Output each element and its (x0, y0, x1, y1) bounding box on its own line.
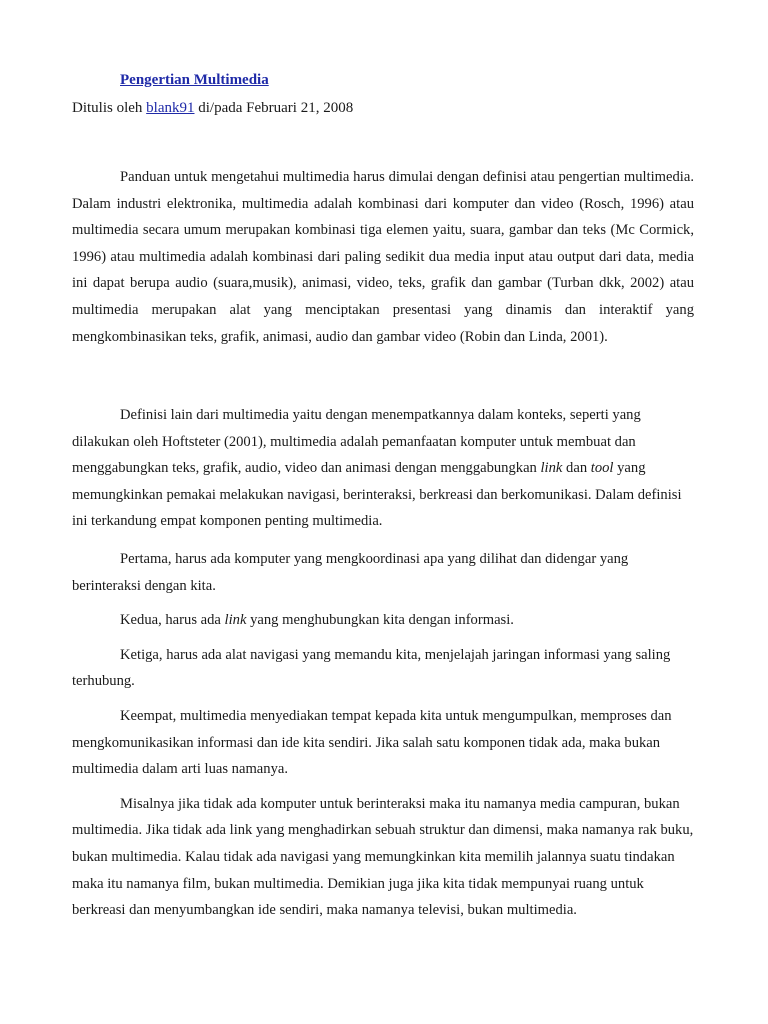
paragraph-definition-text-a: Definisi lain dari multimedia yaitu dengan menempatkannya dalam konteks, seperti yang dilakukan oleh Hoftsteter (2001), multimedia adalah pemanfaatan komputer untuk membuat dan menggabungkan teks, grafik, audio, video dan animasi dengan menggabungkan (72, 407, 641, 477)
paragraph-first-component: Pertama, harus ada komputer yang mengkoordinasi apa yang dilihat dan didengar yang berinteraksi dengan kita. (72, 551, 629, 594)
paragraph-second-component (72, 607, 694, 634)
paragraph-definition (72, 402, 694, 535)
paragraph-block-3 (72, 546, 694, 924)
paragraph-definition-text-c: yang memungkinkan pemakai melakukan navigasi, berinteraksi, berkreasi dan berkomunikasi. Dalam definisi ini terkandung empat komponen penting multimedia. (72, 460, 682, 530)
paragraph-examples: Misalnya jika tidak ada komputer untuk berinteraksi maka itu namanya media campuran, bukan multimedia. Jika tidak ada link yang menghadirkan sebuah struktur dan dimensi, maka namanya rak buku, bukan multimedia. Kalau tidak ada navigasi yang memungkinkan kita memilih jalannya suatu tindakan maka itu namanya film, bukan multimedia. Demikian juga jika kita tidak mempunyai ruang untuk berkreasi dan menyumbangkan ide sendiri, maka namanya televisi, bukan multimedia. (72, 795, 694, 919)
byline-prefix: Ditulis oleh (72, 100, 147, 116)
paragraph-intro: Panduan untuk mengetahui multimedia harus dimulai dengan definisi atau pengertian multimedia. Dalam industri elektronika, multimedia adalah kombinasi dari komputer dan video (Rosch, 1996) atau multimedia secara umum merupakan kombinasi tiga elemen yaitu, suara, gambar dan teks (Mc Cormick, 1996) atau multimedia adalah kombinasi dari paling sedikit dua media input atau output dari data, media ini dapat berupa audio (suara,musik), animasi, video, teks, grafik dan gambar (Turban dkk, 2002) atau multimedia merupakan alat yang menciptakan presentasi yang dinamis dan interaktif yang mengkombinasikan teks, grafik, animasi, audio dan gambar video (Robin dan Linda, 2001). (72, 169, 694, 345)
byline (72, 100, 353, 117)
paragraph-block-2 (72, 402, 694, 535)
article-title-link[interactable]: Pengertian Multimedia (120, 72, 269, 88)
paragraph-second-text-a: Kedua, harus ada (120, 612, 225, 629)
paragraph-block-1 (72, 164, 694, 350)
term-tool: tool (590, 460, 614, 477)
byline-date: di/pada Februari 21, 2008 (194, 100, 354, 116)
author-link[interactable]: blank91 (146, 100, 195, 116)
paragraph-fourth-component: Keempat, multimedia menyediakan tempat kepada kita untuk mengumpulkan, memproses dan mengkomunikasikan informasi dan ide kita sendiri. Jika salah satu komponen tidak ada, maka bukan multimedia dalam arti luas namanya. (72, 707, 672, 778)
paragraph-second-text-b: yang menghubungkan kita dengan informasi. (246, 612, 514, 629)
paragraph-definition-text-b: dan (562, 460, 591, 477)
term-link: link (540, 460, 563, 477)
article-title-line (120, 72, 269, 89)
term-link-2: link (224, 612, 247, 629)
paragraph-third-component: Ketiga, harus ada alat navigasi yang memandu kita, menjelajah jaringan informasi yang saling terhubung. (72, 646, 671, 690)
